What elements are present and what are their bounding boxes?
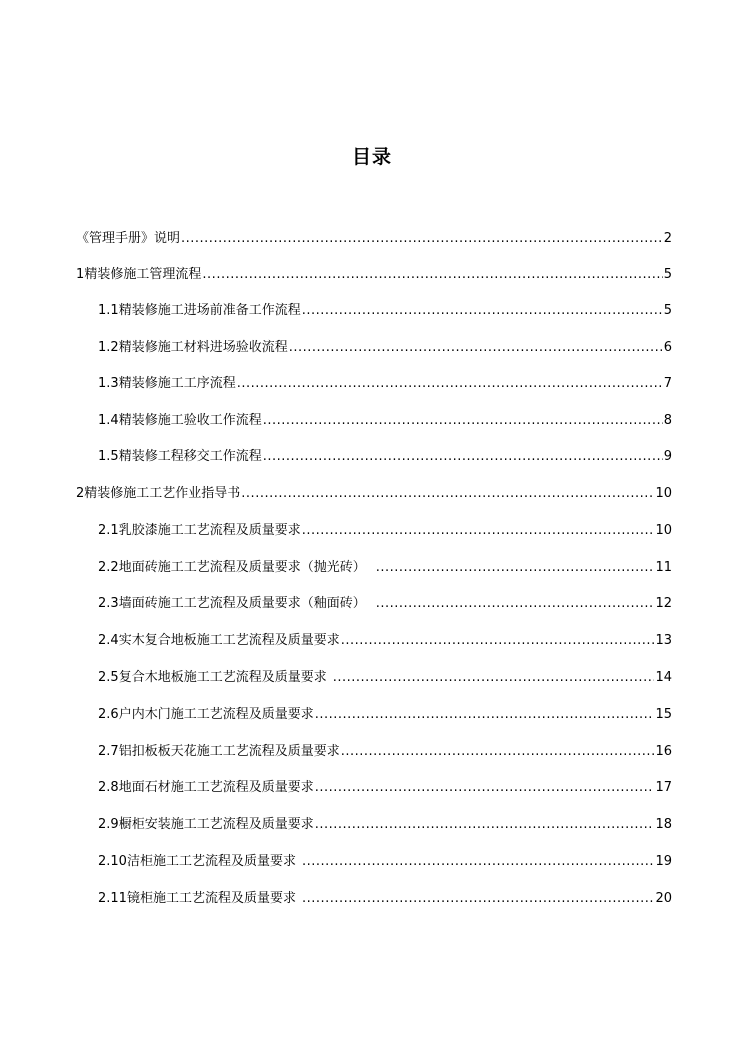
toc-leader-dots [333,668,655,688]
toc-entry-label: 精装修施工工序流程 [118,376,236,391]
toc-entry-page: 10 [655,523,672,538]
toc-leader-dots [341,631,655,651]
toc-entry-label: 乳胶漆施工工艺流程及质量要求 [118,523,301,538]
toc-entry-1-4[interactable] [98,411,672,431]
toc-entry-page: 11 [655,560,672,575]
toc-entry-number: 2 [76,486,85,501]
toc-entry-page: 20 [655,891,672,906]
toc-entry-2-4[interactable] [98,631,672,651]
toc-leader-dots [237,374,663,394]
toc-leader-dots [315,705,655,725]
toc-leader-dots [241,484,654,504]
toc-entry-number: 2.8 [98,780,119,795]
toc-entry-page: 8 [663,413,672,428]
toc-entry-page: 7 [663,376,672,391]
toc-entry-2-11[interactable] [98,889,672,909]
toc-entry-label: 精装修施工材料进场验收流程 [118,340,288,355]
toc-entry-label: 地面石材施工工艺流程及质量要求 [118,780,314,795]
toc-entry-page: 16 [655,744,672,759]
toc-entry-number: 2.5 [98,670,119,685]
toc-leader-dots [263,447,663,467]
toc-entry-page: 5 [663,303,672,318]
toc-leader-dots [263,411,663,431]
toc-entry-label: 复合木地板施工工艺流程及质量要求 [118,670,327,685]
toc-leader-dots [302,852,654,872]
toc-entry-label: 铝扣板板天花施工工艺流程及质量要求 [118,744,340,759]
toc-entry-number: 2.11 [98,891,127,906]
toc-entry-page: 18 [655,817,672,832]
toc-title: 目录 [351,146,392,168]
toc-entry-1-5[interactable] [98,447,672,467]
toc-entry-page: 15 [655,707,672,722]
toc-entry-label: 《管理手册》说明 [76,231,181,246]
toc-entry-2-9[interactable] [98,815,672,835]
toc-leader-dots [289,338,663,358]
toc-entry-2-5[interactable] [98,668,672,688]
toc-entry-2-3[interactable] [98,594,672,614]
toc-entry-label: 地面砖施工工艺流程及质量要求（抛光砖） [118,560,366,575]
toc-entry-number: 1.2 [98,340,119,355]
toc-leader-dots [302,301,663,321]
toc-entry-label: 实木复合地板施工工艺流程及质量要求 [118,633,340,648]
toc-entry-2-2[interactable] [98,558,672,578]
toc-entry-preface[interactable] [76,229,672,249]
toc-entry-2-10[interactable] [98,852,672,872]
toc-leader-dots [315,815,655,835]
toc-leader-dots [202,265,662,285]
toc-entry-2-6[interactable] [98,705,672,725]
toc-entry-2-7[interactable] [98,742,672,762]
toc-entry-number: 2.1 [98,523,119,538]
toc-entry-label: 户内木门施工工艺流程及质量要求 [118,707,314,722]
toc-entry-1-1[interactable] [98,301,672,321]
toc-entry-number: 1.4 [98,413,119,428]
toc-entry-1-3[interactable] [98,374,672,394]
toc-entry-page: 9 [663,449,672,464]
toc-entry-1[interactable] [76,265,672,285]
toc-entry-label: 橱柜安装施工工艺流程及质量要求 [118,817,314,832]
toc-leader-dots [376,558,655,578]
toc-entry-page: 17 [655,780,672,795]
toc-entry-label: 精装修工程移交工作流程 [118,449,262,464]
toc-entry-page: 14 [655,670,672,685]
toc-entry-number: 1.1 [98,303,119,318]
toc-entry-number: 2.9 [98,817,119,832]
toc-entry-label: 精装修施工验收工作流程 [118,413,262,428]
toc-entry-number: 2.6 [98,707,119,722]
toc-entry-page: 6 [663,340,672,355]
toc-entry-page: 13 [655,633,672,648]
toc-entry-number: 1.5 [98,449,119,464]
toc-entry-number: 2.2 [98,560,119,575]
toc-entry-number: 2.10 [98,854,127,869]
toc-entry-2-1[interactable] [98,521,672,541]
toc-entry-page: 5 [663,267,672,282]
toc-entry-page: 12 [655,596,672,611]
toc-entry-label: 精装修施工进场前准备工作流程 [118,303,301,318]
toc-entry-label: 墙面砖施工工艺流程及质量要求（釉面砖） [118,596,366,611]
toc-entry-label: 镜柜施工工艺流程及质量要求 [126,891,296,906]
toc-entry-label: 精装修施工工艺作业指导书 [84,486,241,501]
toc-entry-number: 2.7 [98,744,119,759]
toc-leader-dots [376,594,655,614]
toc-entry-page: 2 [663,231,672,246]
toc-leader-dots [302,521,655,541]
toc-entry-label: 精装修施工管理流程 [84,267,202,282]
toc-entry-number: 2.3 [98,596,119,611]
toc-leader-dots [181,229,663,249]
toc-entry-page: 10 [655,486,672,501]
toc-entry-number: 2.4 [98,633,119,648]
toc-leader-dots [302,889,654,909]
toc-entry-1-2[interactable] [98,338,672,358]
toc-entry-2-8[interactable] [98,778,672,798]
toc-entry-number: 1.3 [98,376,119,391]
toc-leader-dots [341,742,655,762]
toc-entry-page: 19 [655,854,672,869]
toc-entry-number: 1 [76,267,85,282]
toc-entry-label: 洁柜施工工艺流程及质量要求 [126,854,296,869]
toc-entry-2[interactable] [76,484,672,504]
toc-leader-dots [315,778,655,798]
